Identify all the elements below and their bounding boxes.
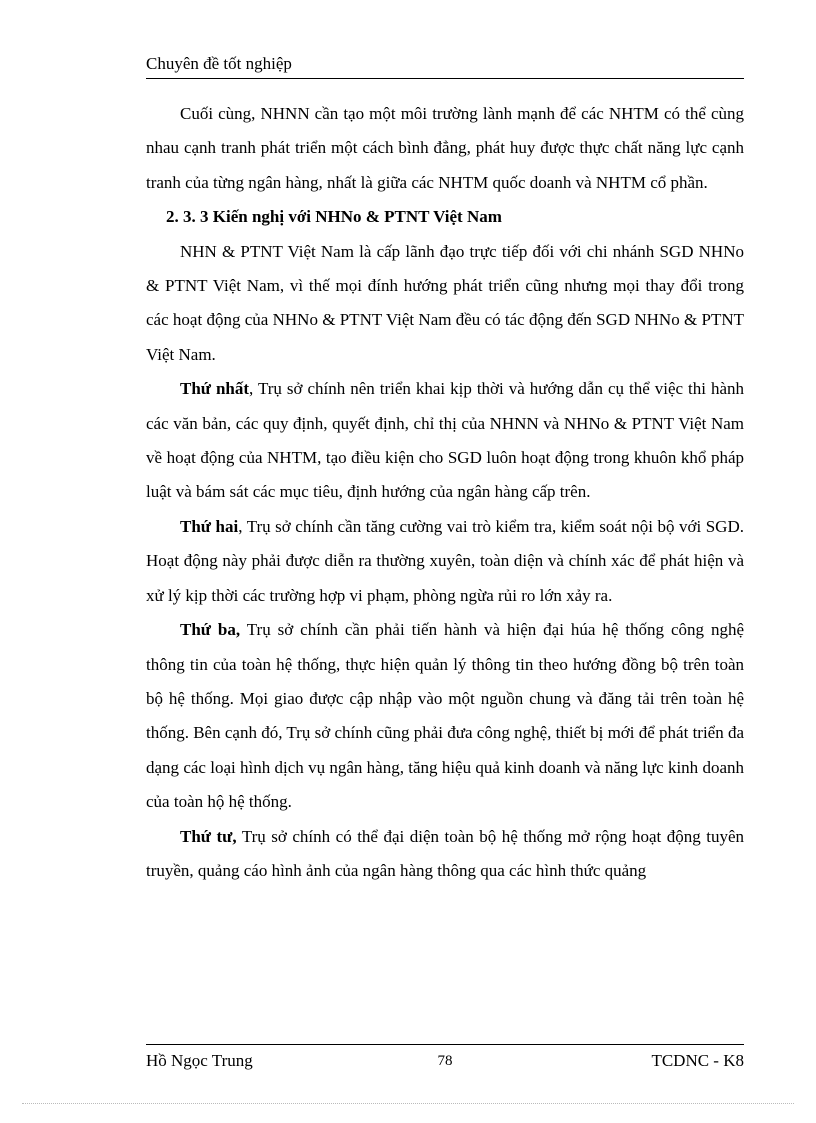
paragraph-6 — [146, 820, 744, 889]
paragraph-3-text: , Trụ sở chính nên triển khai kịp thời và hướng dẫn cụ thể việc thi hành các văn bản, các quy định, quyết định, chỉ thị của NHNN và NHNo & PTNT Việt Nam về hoạt động của NHTM, tạo điều kiện cho SGD luôn hoạt động trong khuôn khổ pháp luật và bám sát các mục tiêu, định hướng của ngân hàng cấp trên. — [146, 379, 744, 502]
page-header — [146, 52, 744, 79]
section-heading: 2. 3. 3 Kiến nghị với NHNo & PTNT Việt Nam — [166, 207, 502, 227]
document-body — [146, 97, 744, 888]
paragraph-5 — [146, 613, 744, 819]
paragraph-4 — [146, 510, 744, 613]
paragraph-3 — [146, 372, 744, 510]
paragraph-6-text: Trụ sở chính có thể đại diện toàn bộ hệ thống mở rộng hoạt động tuyên truyền, quảng cáo hình ảnh của ngân hàng thông qua các hình thức quảng — [146, 826, 744, 880]
paragraph-4-text: , Trụ sở chính cần tăng cường vai trò kiểm tra, kiểm soát nội bộ với SGD. Hoạt động này phải được diễn ra thường xuyên, toàn diện và chính xác để phát hiện và xử lý kịp thời các trường hợp vi phạm, phòng ngừa rủi ro lớn xảy ra. — [146, 516, 744, 605]
page-bottom-divider — [22, 1103, 794, 1104]
page-number: 78 — [437, 1053, 453, 1069]
footer-author: Hồ Ngọc Trung — [146, 1051, 253, 1070]
paragraph-3-lead: Thứ nhất — [180, 379, 250, 399]
paragraph-4-lead: Thứ hai — [180, 516, 239, 536]
paragraph-1: Cuối cùng, NHNN cần tạo một môi trường lành mạnh để các NHTM có thể cùng nhau cạnh tranh phát triển một cách bình đẳng, phát huy được thực chất năng lực cạnh tranh của từng ngân hàng, nhất là giữa các NHTM quốc doanh và NHTM cổ phần. — [146, 104, 744, 192]
paragraph-2: NHN & PTNT Việt Nam là cấp lãnh đạo trực tiếp đối với chi nhánh SGD NHNo & PTNT Việt Nam, vì thế mọi đính hướng phát triển cũng nhưng mọi thay đổi trong các hoạt động của NHNo & PTNT Việt Nam đều có tác động đến SGD NHNo & PTNT Việt Nam. — [146, 241, 744, 364]
paragraph-6-lead: Thứ tư, — [180, 826, 237, 846]
paragraph-5-lead: Thứ ba, — [180, 620, 241, 640]
page-footer — [146, 1044, 744, 1073]
header-title: Chuyên đề tốt nghiệp — [146, 54, 292, 73]
paragraph-5-text: Trụ sở chính cần phải tiến hành và hiện đại húa hệ thống công nghệ thông tin của toàn hệ thống, thực hiện quản lý thông tin theo hướng đồng bộ trên toàn bộ hệ thống. Mọi giao được cập nhập vào một nguồn chung và đăng tải trên toàn hệ thống. Bên cạnh đó, Trụ sở chính cũng phải đưa công nghệ, thiết bị mới để phát triển đa dạng các loại hình dịch vụ ngân hàng, tăng hiệu quả kinh doanh và năng lực kinh doanh của toàn hộ hệ thống. — [146, 620, 745, 812]
footer-code: TCDNC - K8 — [651, 1051, 744, 1070]
